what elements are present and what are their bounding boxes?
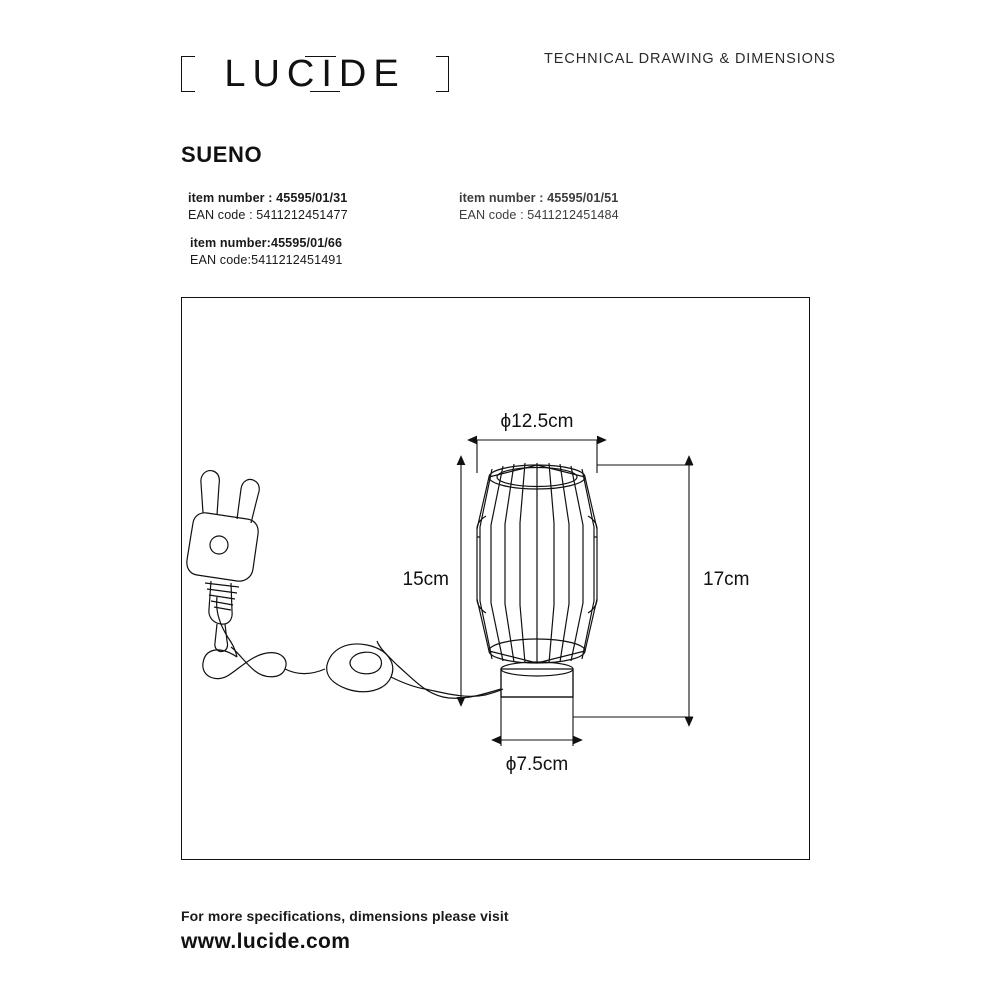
dim-inner-height-label: 15cm bbox=[402, 569, 449, 590]
lamp-base bbox=[501, 669, 573, 697]
ean-code: EAN code : 5411212451484 bbox=[459, 208, 619, 222]
power-cable bbox=[397, 665, 501, 698]
document-title: TECHNICAL DRAWING & DIMENSIONS bbox=[544, 51, 836, 67]
item-number: item number : 45595/01/31 bbox=[188, 191, 348, 205]
ean-code: EAN code:5411212451491 bbox=[190, 253, 343, 267]
technical-drawing bbox=[181, 297, 810, 860]
item-number: item number : 45595/01/51 bbox=[459, 191, 619, 205]
dim-base-width-label: ϕ7.5cm bbox=[505, 754, 569, 775]
product-name: SUENO bbox=[181, 142, 263, 167]
cable-loop bbox=[203, 647, 286, 679]
lucide-logo: LUCIDE bbox=[224, 52, 406, 95]
footer-website[interactable]: www.lucide.com bbox=[181, 930, 351, 953]
item-number: item number:45595/01/66 bbox=[190, 236, 343, 250]
power-plug bbox=[187, 471, 259, 652]
item-info-1 bbox=[188, 191, 348, 222]
item-info-3 bbox=[190, 236, 343, 267]
inline-switch bbox=[327, 644, 425, 692]
dim-total-height-label: 17cm bbox=[703, 569, 750, 590]
dim-top-width-label: ϕ12.5cm bbox=[500, 411, 574, 432]
footer-text: For more specifications, dimensions please visit bbox=[181, 908, 509, 924]
item-info-2 bbox=[459, 191, 619, 222]
ean-code: EAN code : 5411212451477 bbox=[188, 208, 348, 222]
